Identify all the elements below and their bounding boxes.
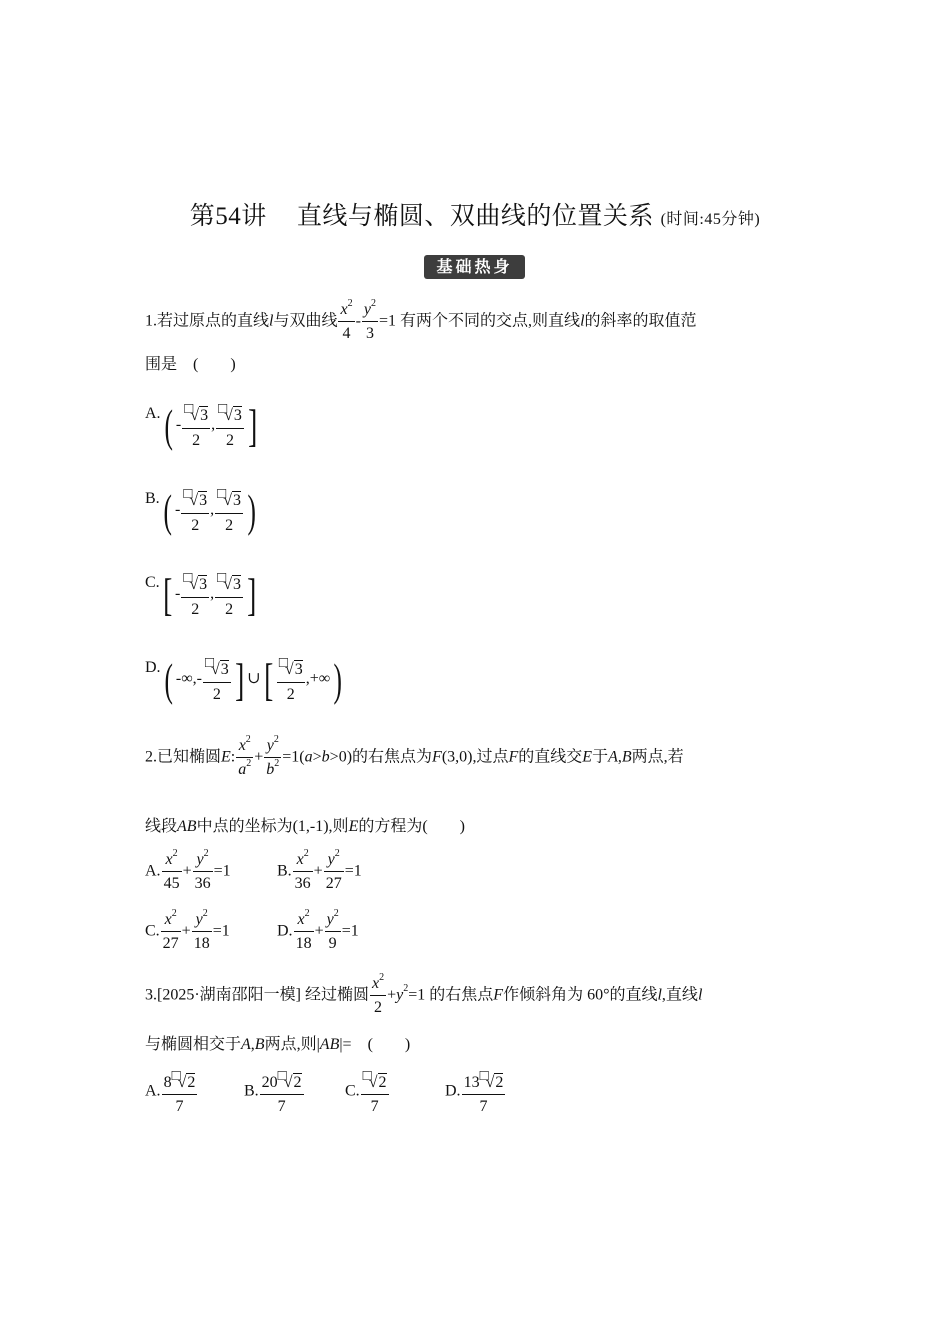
root-index-box: □ — [479, 1068, 489, 1084]
q3-line2: 与椭圆相交于A,B两点,则|AB|= ( ) — [145, 1036, 411, 1053]
fraction: $\frac{□√3}{2}$ — [204, 655, 229, 703]
root-index-box: □ — [362, 1068, 372, 1084]
radical-icon: √ — [368, 1074, 378, 1091]
q3-line1: 3.[2025·湖南邵阳一模] 经过椭圆 $\frac{x^2}{2}$ $+y^2=1$ 的右焦点F作倾斜角为 60°的直线l,直线l — [145, 971, 703, 1016]
fraction: $\frac{x^2}{a^2}$ — [238, 733, 252, 778]
section-badge: 基础热身 — [424, 255, 525, 279]
fraction: $\frac{x^2}{2}$ — [372, 971, 385, 1016]
root-index-box: □ — [277, 1068, 287, 1084]
fraction: $\frac{x^2}{36}$ — [294, 847, 311, 892]
fraction: $\frac{□√3}{2}$ — [217, 570, 242, 618]
q1-line2: 围是 ( ) — [145, 356, 236, 373]
fraction: $\frac{□√3}{2}$ — [184, 401, 209, 449]
root-index-box: □ — [183, 486, 193, 502]
radical-icon: √ — [485, 1074, 495, 1091]
q2-option-c[interactable]: C. $\frac{x^2}{27}$ + $\frac{y^2}{18}$ =1 — [145, 907, 230, 952]
lecture-number: 第54讲 — [189, 203, 267, 230]
root-index-box: □ — [278, 655, 288, 671]
q2-line1: 2.已知椭圆E: $\frac{x^2}{a^2}$ + $\frac{y^2}{b^2}$ =1(a>b>0)的右焦点为F(3,0),过点F的直线交E于A,B两点,若 — [145, 733, 684, 778]
right-bracket: ] — [247, 399, 258, 451]
q3-option-c[interactable]: C. $\frac{□√2}{7}$ — [345, 1068, 387, 1115]
radical-icon: √ — [189, 492, 199, 509]
radical-icon: √ — [189, 576, 199, 593]
fraction: $\frac{y^2}{18}$ — [193, 907, 210, 952]
q1-option-d[interactable]: D.( -∞,- $\frac{□√3}{2}$ ] ∪[ $\frac{□√3}{2}$ ,+∞) — [145, 653, 343, 705]
fraction: $\frac{13□√2}{7}$ — [463, 1068, 504, 1115]
radical-icon: √ — [223, 576, 233, 593]
fraction: $\frac{x^2}{45}$ — [163, 847, 180, 892]
fraction: $\frac{□√3}{2}$ — [183, 570, 208, 618]
union-symbol: ∪ — [247, 670, 261, 688]
radical-icon: √ — [224, 407, 233, 424]
q3-option-b[interactable]: B. $\frac{20□√2}{7}$ — [244, 1068, 302, 1115]
fraction: $\frac{□√3}{2}$ — [278, 655, 303, 703]
q1-option-a[interactable]: A.( - $\frac{□√3}{2}$ , $\frac{□√3}{2}$ ] — [145, 399, 258, 451]
root-index-box: □ — [217, 570, 227, 586]
root-index-box: □ — [171, 1068, 181, 1084]
fraction: $\frac{□√3}{2}$ — [218, 401, 242, 449]
fraction: $\frac{y^2}{27}$ — [325, 847, 342, 892]
root-index-box: □ — [218, 401, 228, 417]
lecture-topic: 直线与椭圆、双曲线的位置关系 — [296, 203, 654, 230]
left-paren: ( — [164, 653, 173, 705]
fraction: $\frac{y^2}{b^2}$ — [266, 733, 280, 778]
fraction: $\frac{x^2}{27}$ — [162, 907, 179, 952]
left-bracket: [ — [263, 653, 273, 705]
q2-option-a[interactable]: A. $\frac{x^2}{45}$ + $\frac{y^2}{36}$ =1 — [145, 847, 231, 892]
time-limit: (时间:45分钟) — [660, 211, 761, 228]
q3-option-a[interactable]: A. $\frac{8□√2}{7}$ — [145, 1068, 196, 1115]
q1-option-b[interactable]: B.( - $\frac{□√3}{2}$ , $\frac{□√3}{2}$ ) — [145, 484, 256, 536]
radical-icon: √ — [190, 407, 200, 424]
fraction: $\frac{y^2}{3}$ — [363, 297, 377, 342]
right-paren: ) — [247, 484, 256, 536]
right-bracket: ] — [247, 568, 257, 620]
fraction: $\frac{□√3}{2}$ — [183, 486, 208, 534]
page-title — [0, 196, 950, 232]
q1-option-c[interactable]: C.[ - $\frac{□√3}{2}$ , $\frac{□√3}{2}$ ] — [145, 568, 257, 620]
fraction: $\frac{□√3}{2}$ — [217, 486, 242, 534]
fraction: $\frac{x^2}{18}$ — [295, 907, 312, 952]
right-bracket: ] — [234, 653, 245, 705]
fraction: $\frac{20□√2}{7}$ — [261, 1068, 302, 1115]
left-bracket: [ — [162, 568, 172, 620]
q1-line1: 1.若过原点的直线l与双曲线 $\frac{x^2}{4}$ - $\frac{y^2}{3}$ =1 有两个不同的交点,则直线l的斜率的取值范 — [145, 297, 697, 342]
q3-option-d[interactable]: D. $\frac{13□√2}{7}$ — [445, 1068, 504, 1115]
root-index-box: □ — [183, 570, 193, 586]
fraction: $\frac{x^2}{4}$ — [340, 297, 353, 342]
fraction: $\frac{8□√2}{7}$ — [163, 1068, 196, 1115]
root-index-box: □ — [217, 486, 227, 502]
root-index-box: □ — [204, 655, 215, 671]
q2-option-b[interactable]: B. $\frac{x^2}{36}$ + $\frac{y^2}{27}$ =1 — [277, 847, 362, 892]
q2-line2: 线段AB中点的坐标为(1,-1),则E的方程为( ) — [145, 818, 466, 835]
left-paren: ( — [164, 399, 173, 451]
q2-option-d[interactable]: D. $\frac{x^2}{18}$ + $\frac{y^2}{9}$ =1 — [277, 907, 359, 952]
radical-icon: √ — [211, 661, 220, 678]
fraction: $\frac{y^2}{9}$ — [326, 907, 339, 952]
fraction: $\frac{y^2}{36}$ — [194, 847, 211, 892]
left-paren: ( — [163, 484, 172, 536]
radical-icon: √ — [223, 492, 233, 509]
radical-icon: √ — [283, 1074, 293, 1091]
right-paren: ) — [333, 653, 343, 705]
fraction: $\frac{□√2}{7}$ — [362, 1068, 387, 1115]
radical-icon: √ — [177, 1074, 187, 1091]
radical-icon: √ — [284, 661, 294, 678]
root-index-box: □ — [184, 401, 194, 417]
